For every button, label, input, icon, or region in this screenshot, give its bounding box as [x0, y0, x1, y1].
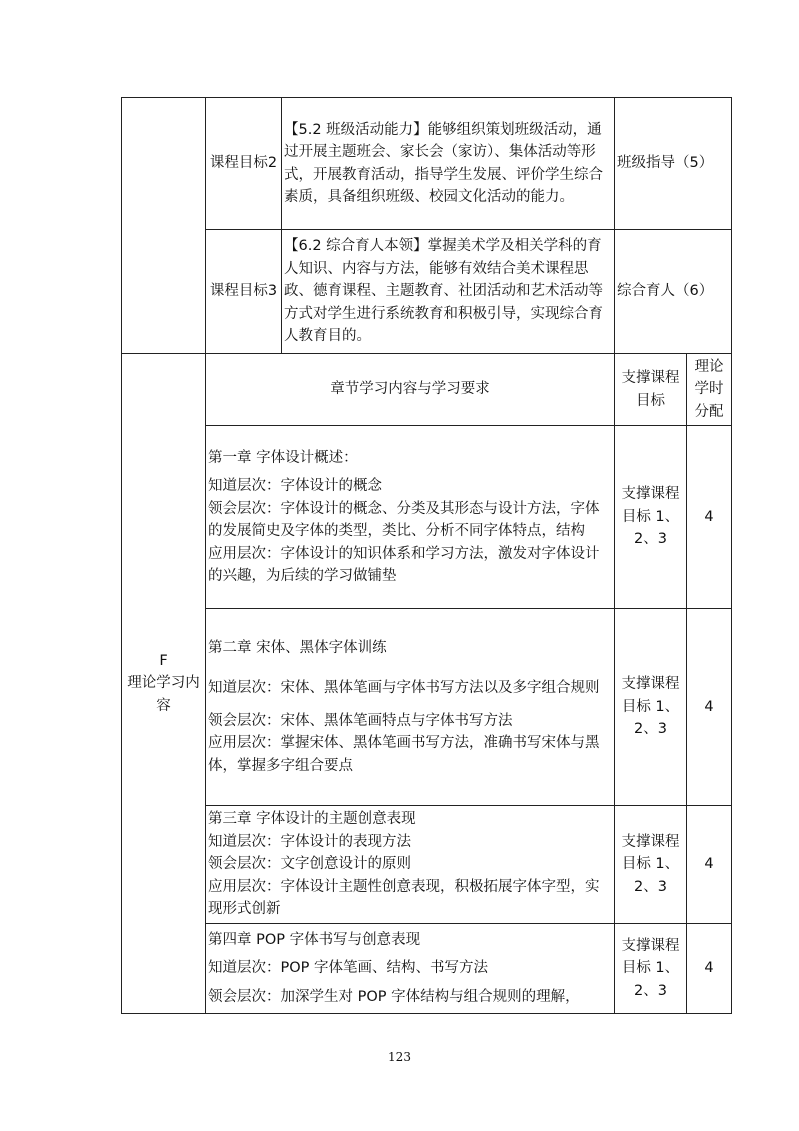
table-row: [122, 924, 732, 1014]
chapter-cell: [206, 426, 615, 609]
chapter-support-cell: 支撑课程目标 1、2、3: [615, 924, 687, 1014]
chapter-line: 知道层次：字体设计的表现方法: [208, 833, 411, 850]
chapter-line: 知道层次：宋体、黑体笔画与字体书写方法以及多字组合规则: [208, 679, 600, 696]
section-label-letter: F: [159, 652, 168, 669]
table-row: [122, 806, 732, 924]
chapter-line: 领会层次：加深学生对 POP 字体结构与组合规则的理解，: [208, 988, 580, 1005]
page-number: 123: [388, 1050, 411, 1064]
section-label-cell: [122, 354, 206, 1014]
table-row: [122, 98, 732, 230]
chapter-support-cell: 支撑课程目标 1、2、3: [615, 426, 687, 609]
syllabus-table: [121, 97, 732, 1014]
chapter-title: 第四章 POP 字体书写与创意表现: [208, 931, 421, 948]
chapter-support-cell: 支撑课程目标 1、2、3: [615, 609, 687, 806]
table-row: [122, 426, 732, 609]
empty-section-cell: [122, 98, 206, 354]
goal-text-cell: 【5.2 班级活动能力】能够组织策划班级活动，通过开展主题班会、家长会（家访）、集体活动等形式，开展教育活动，指导学生发展、评价学生综合素质，具备组织班级、校园文化活动的能力。: [282, 98, 615, 230]
chapter-hours-cell: 4: [687, 426, 732, 609]
chapter-line: 应用层次：掌握宋体、黑体笔画书写方法，准确书写宋体与黑体，掌握多字组合要点: [208, 735, 600, 774]
support-header: 支撑课程目标: [615, 354, 687, 426]
chapter-title: 第三章 字体设计的主题创意表现: [208, 811, 416, 828]
chapter-support-cell: 支撑课程目标 1、2、3: [615, 806, 687, 924]
section-label-text: 理论学习内容: [127, 675, 200, 714]
chapter-line: 领会层次：文字创意设计的原则: [208, 856, 411, 873]
chapter-line: 知道层次：POP 字体笔画、结构、书写方法: [208, 960, 489, 977]
chapter-title: 第二章 宋体、黑体字体训练: [208, 640, 387, 656]
hours-header: 理论学时分配: [687, 354, 732, 426]
chapter-line: 领会层次：字体设计的概念、分类及其形态与设计方法，字体的发展简史及字体的类型，类比、分析不同字体特点，结构: [208, 500, 600, 539]
chapter-title: 第一章 字体设计概述：: [208, 449, 358, 466]
table-header-row: [122, 354, 732, 426]
goal-cell: 课程目标2: [206, 98, 282, 230]
chapter-line: 领会层次：宋体、黑体笔画特点与字体书写方法: [208, 712, 513, 729]
table-row: [122, 609, 732, 806]
chapter-line: 应用层次：字体设计主题性创意表现，积极拓展字体字型，实现形式创新: [208, 878, 600, 918]
chapter-hours-cell: 4: [687, 924, 732, 1014]
table-row: [122, 230, 732, 354]
goal-text-cell: 【6.2 综合育人本领】掌握美术学及相关学科的育人知识、内容与方法，能够有效结合美术课程思政、德育课程、主题教育、社团活动和艺术活动等方式对学生进行系统教育和积极引导，实现综合育人教育目的。: [282, 230, 615, 354]
chapter-cell: [206, 806, 615, 924]
chapter-cell: [206, 609, 615, 806]
content-header: 章节学习内容与学习要求: [206, 354, 615, 426]
chapter-line: 应用层次：字体设计的知识体系和学习方法，激发对字体设计的兴趣，为后续的学习做铺垫: [208, 545, 600, 584]
goal-cell: 课程目标3: [206, 230, 282, 354]
chapter-hours-cell: 4: [687, 609, 732, 806]
goal-support-cell: 综合育人（6）: [615, 230, 732, 354]
chapter-line: 知道层次：字体设计的概念: [208, 478, 382, 494]
chapter-cell: [206, 924, 615, 1014]
goal-support-cell: 班级指导（5）: [615, 98, 732, 230]
chapter-hours-cell: 4: [687, 806, 732, 924]
